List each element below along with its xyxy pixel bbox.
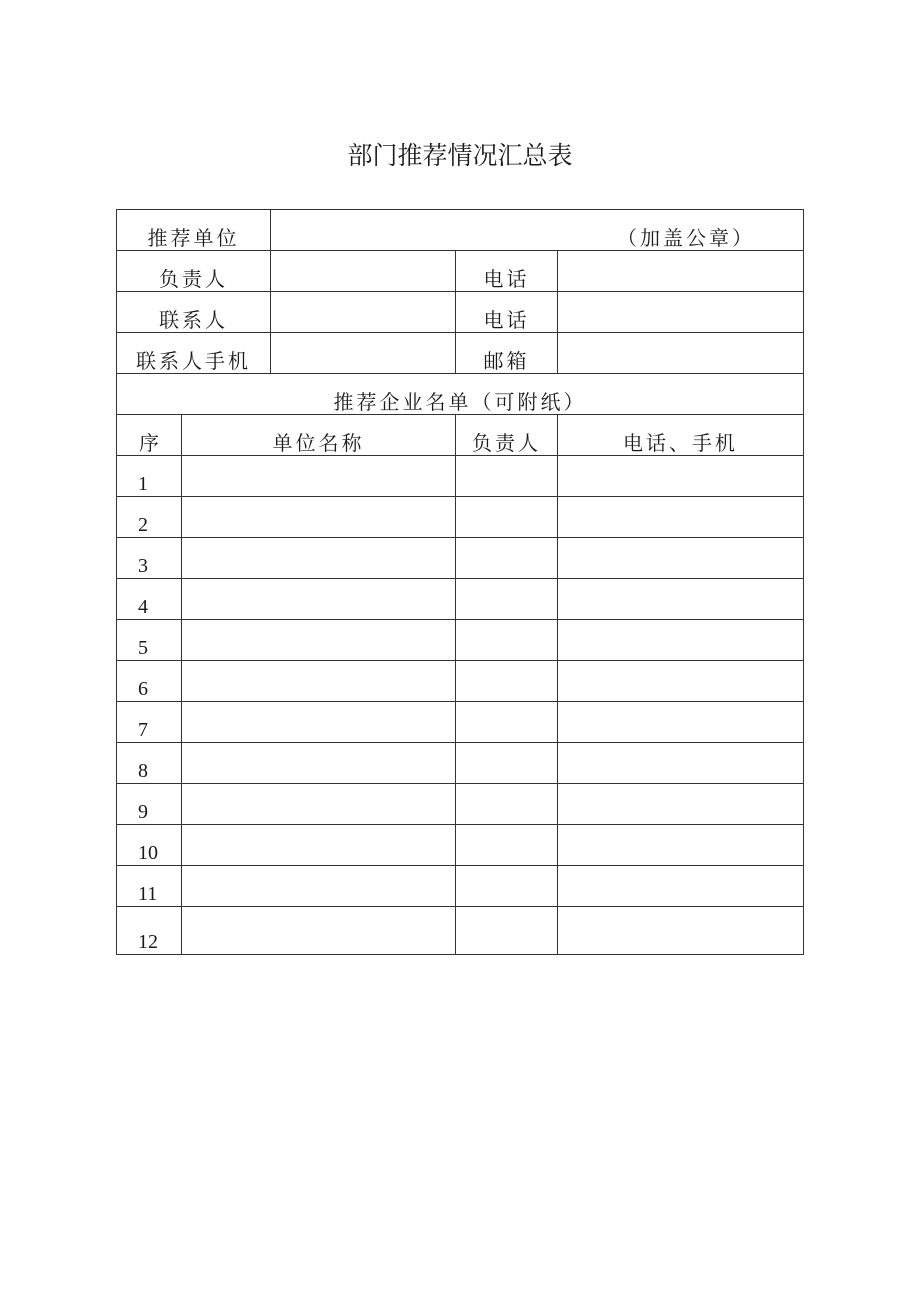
leader-cell[interactable] [456, 743, 558, 784]
leader-cell[interactable] [456, 784, 558, 825]
leader-cell[interactable] [456, 456, 558, 497]
leader-cell[interactable] [456, 538, 558, 579]
phone-cell[interactable] [558, 538, 804, 579]
phone-cell[interactable] [558, 743, 804, 784]
phone-cell[interactable] [558, 825, 804, 866]
unit-name-cell[interactable] [182, 497, 456, 538]
leader-cell[interactable] [456, 497, 558, 538]
row-number: 8 [117, 743, 182, 784]
unit-name-cell[interactable] [182, 825, 456, 866]
column-header-unit-name: 单位名称 [182, 415, 456, 456]
unit-field[interactable] [271, 210, 804, 251]
column-header-phone: 电话、手机 [558, 415, 804, 456]
leader-phone-field[interactable] [558, 251, 804, 292]
unit-name-cell[interactable] [182, 743, 456, 784]
table-row [117, 907, 804, 955]
mobile-label: 联系人手机 [117, 333, 271, 374]
email-field[interactable] [558, 333, 804, 374]
phone-cell[interactable] [558, 661, 804, 702]
row-number: 5 [117, 620, 182, 661]
phone-cell[interactable] [558, 456, 804, 497]
phone-cell[interactable] [558, 784, 804, 825]
recommendation-table [116, 209, 804, 955]
unit-name-cell[interactable] [182, 702, 456, 743]
contact-row [117, 292, 804, 333]
phone-cell[interactable] [558, 907, 804, 955]
row-number: 4 [117, 579, 182, 620]
mobile-row [117, 333, 804, 374]
table-row [117, 702, 804, 743]
unit-label: 推荐单位 [117, 210, 271, 251]
phone-cell[interactable] [558, 702, 804, 743]
table-row [117, 579, 804, 620]
row-number: 9 [117, 784, 182, 825]
row-number: 10 [117, 825, 182, 866]
unit-name-cell[interactable] [182, 538, 456, 579]
email-label: 邮箱 [456, 333, 558, 374]
row-number: 7 [117, 702, 182, 743]
unit-name-cell[interactable] [182, 456, 456, 497]
list-section-row [117, 374, 804, 415]
phone-cell[interactable] [558, 497, 804, 538]
seal-note: （加盖公章） [617, 226, 756, 250]
column-header-index: 序 [117, 415, 182, 456]
table-row [117, 866, 804, 907]
table-row [117, 743, 804, 784]
phone-label: 电话 [456, 251, 558, 292]
row-number: 12 [117, 907, 182, 955]
row-number: 2 [117, 497, 182, 538]
contact-phone-field[interactable] [558, 292, 804, 333]
table-row [117, 620, 804, 661]
phone-label: 电话 [456, 292, 558, 333]
leader-cell[interactable] [456, 825, 558, 866]
unit-row [117, 210, 804, 251]
table-row [117, 661, 804, 702]
unit-name-cell[interactable] [182, 866, 456, 907]
list-header-row [117, 415, 804, 456]
page-title: 部门推荐情况汇总表 [347, 141, 573, 170]
leader-cell[interactable] [456, 866, 558, 907]
table-row [117, 825, 804, 866]
phone-cell[interactable] [558, 620, 804, 661]
row-number: 3 [117, 538, 182, 579]
mobile-field[interactable] [271, 333, 456, 374]
leader-row [117, 251, 804, 292]
leader-cell[interactable] [456, 702, 558, 743]
row-number: 6 [117, 661, 182, 702]
unit-name-cell[interactable] [182, 784, 456, 825]
contact-field[interactable] [271, 292, 456, 333]
leader-label: 负责人 [117, 251, 271, 292]
phone-cell[interactable] [558, 579, 804, 620]
table-row [117, 456, 804, 497]
unit-name-cell[interactable] [182, 579, 456, 620]
leader-cell[interactable] [456, 579, 558, 620]
unit-name-cell[interactable] [182, 907, 456, 955]
table-row [117, 538, 804, 579]
column-header-leader: 负责人 [456, 415, 558, 456]
row-number: 1 [117, 456, 182, 497]
leader-cell[interactable] [456, 907, 558, 955]
unit-name-cell[interactable] [182, 661, 456, 702]
leader-field[interactable] [271, 251, 456, 292]
table-row [117, 784, 804, 825]
leader-cell[interactable] [456, 661, 558, 702]
contact-label: 联系人 [117, 292, 271, 333]
row-number: 11 [117, 866, 182, 907]
unit-name-cell[interactable] [182, 620, 456, 661]
table-row [117, 497, 804, 538]
phone-cell[interactable] [558, 866, 804, 907]
leader-cell[interactable] [456, 620, 558, 661]
list-section-title: 推荐企业名单（可附纸） [117, 374, 804, 415]
